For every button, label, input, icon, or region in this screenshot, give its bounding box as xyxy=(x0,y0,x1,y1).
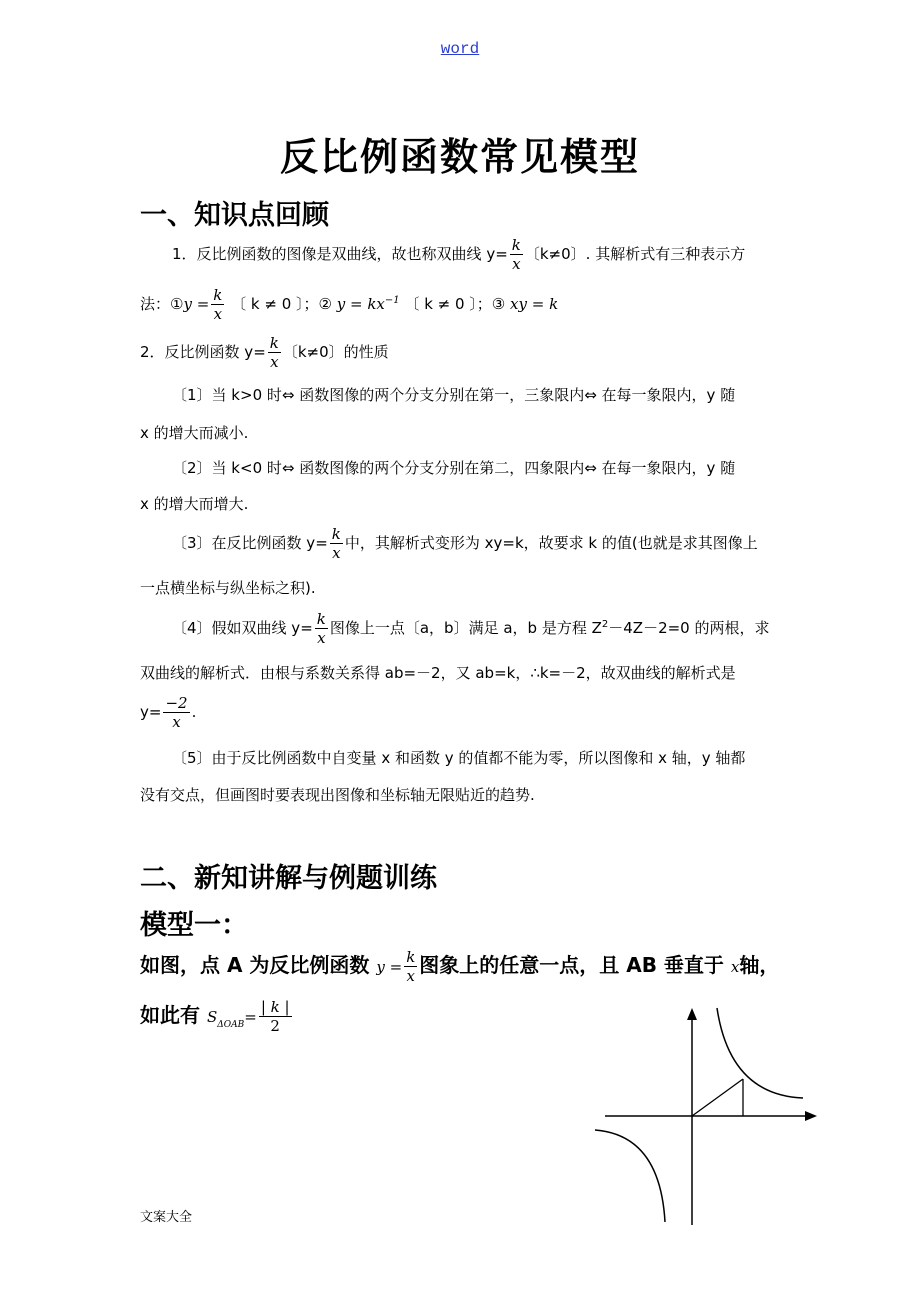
segment-oa xyxy=(692,1079,743,1116)
item5-line1: 〔5〕由于反比例函数中自变量 x 和函数 y 的值都不能为零，所以图像和 x 轴，y 轴都 xyxy=(172,749,746,767)
hyperbola-branch-q3 xyxy=(595,1130,665,1222)
model1-heading: 模型一： xyxy=(140,910,248,941)
footer-text: 文案大全 xyxy=(140,1210,193,1225)
p1-line2: 法：①y = $\frac{k}{x}$ 〔 k ≠ 0 〕；② $y = kx^{-1}$ 〔 k ≠ 0 〕；③ xy = k xyxy=(140,286,559,323)
fraction-k-over-x: $\frac{k}{x}$ xyxy=(511,236,521,273)
model1-formula: 如此有 $S_{\Delta OAB}=$ $\frac{| k |}{2}$ xyxy=(140,998,290,1035)
hyperbola-graph xyxy=(585,1000,825,1230)
x-axis-arrow xyxy=(805,1111,817,1121)
item3-line1: 〔3〕在反比例函数 y= $\frac{k}{x}$ 中，其解析式变形为 xy=k，故要求 k 的值(也就是求其图像上 xyxy=(172,525,758,562)
y-axis-arrow xyxy=(687,1008,697,1020)
item2-line2: x 的增大而增大. xyxy=(140,495,249,513)
item4-line3: y= $\frac{-2}{x}$ . xyxy=(140,694,197,731)
section1-heading: 一、知识点回顾 xyxy=(140,200,329,231)
item2-line1: 〔2〕当 k<0 时⇔ 函数图像的两个分支分别在第二，四象限内⇔ 在每一象限内，y 随 xyxy=(172,459,736,477)
item1-line1: 〔1〕当 k>0 时⇔ 函数图像的两个分支分别在第一，三象限内⇔ 在每一象限内，y 随 xyxy=(172,386,736,404)
item3-line2: 一点横坐标与纵坐标之积). xyxy=(140,579,316,597)
item1-line2: x 的增大而减小. xyxy=(140,424,249,442)
header-word-link[interactable]: word xyxy=(440,40,480,58)
item4-line2: 双曲线的解析式．由根与系数关系得 ab=－2，又 ab=k，∴k=－2，故双曲线的解析式是 xyxy=(140,664,736,682)
p1-line1: 1．反比例函数的图像是双曲线，故也称双曲线 y= $\frac{k}{x}$ 〔k≠0〕. 其解析式有三种表示方 xyxy=(172,236,746,273)
item4-line1: 〔4〕假如双曲线 y= $\frac{k}{x}$ 图像上一点〔a，b〕满足 a，b 是方程 $Z^2-4Z-2=0$ 的两根，求 xyxy=(172,610,770,647)
hyperbola-branch-q1 xyxy=(717,1008,803,1098)
page-title: 反比例函数常见模型 xyxy=(279,135,640,179)
p2-properties: 2．反比例函数 y= $\frac{k}{x}$ 〔k≠0〕的性质 xyxy=(140,334,389,371)
section2-heading: 二、新知讲解与例题训练 xyxy=(140,863,437,894)
item5-line2: 没有交点，但画图时要表现出图像和坐标轴无限贴近的趋势. xyxy=(140,786,535,804)
model1-description: 如图，点 A 为反比例函数 y = $\frac{k}{x}$ 图象上的任意一点，且 AB 垂直于 x轴， xyxy=(140,948,780,985)
